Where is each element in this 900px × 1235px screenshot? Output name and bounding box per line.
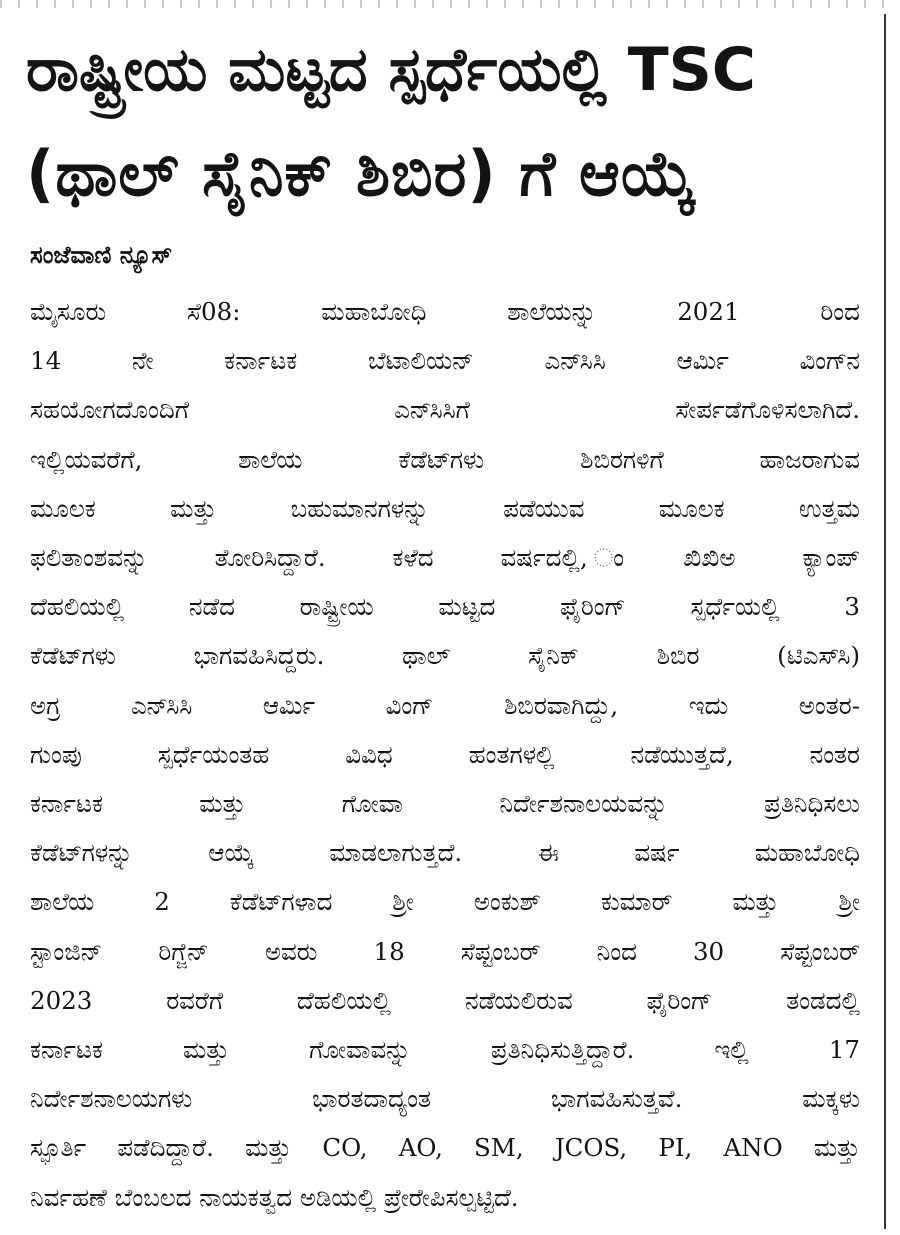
body-line: ದೆಹಲಿಯಲ್ಲಿ ನಡೆದ ರಾಷ್ಟ್ರೀಯ ಮಟ್ಟದ ಫೈರಿಂಗ್ ಸ್ಪರ್ಧೆಯಲ್ಲಿ 3: [30, 592, 860, 622]
body-line: ಸ್ಟಾಂಜಿನ್ ರಿಗ್ಜೆನ್ ಅವರು 18 ಸೆಪ್ಟಂಬರ್ ನಿಂದ 30 ಸೆಪ್ಟಂಬರ್: [30, 936, 860, 966]
headline-line-2: (ಥಾಲ್ ಸೈನಿಕ್ ಶಿಬಿರ) ಗೆ ಆಯ್ಕೆ: [26, 137, 697, 210]
body-line: ನಿರ್ವಹಣೆ ಬೆಂಬಲದ ನಾಯಕತ್ವದ ಅಡಿಯಲ್ಲಿ ಪ್ರೇರೇಪಿಸಲ್ಪಟ್ಟಿದೆ.: [30, 1182, 519, 1212]
body-line: ಗುಂಪು ಸ್ಪರ್ಧೆಯಂತಹ ವಿವಿಧ ಹಂತಗಳಲ್ಲಿ ನಡೆಯುತ್ತದೆ, ನಂತರ: [30, 739, 860, 769]
body-line: 14 ನೇ ಕರ್ನಾಟಕ ಬೆಟಾಲಿಯನ್ ಎನ್‍ಸಿಸಿ ಆರ್ಮಿ ವಿಂಗ್‍ನ: [30, 346, 860, 376]
body-line: ಅಗ್ರ ಎನ್‍ಸಿಸಿ ಆರ್ಮಿ ವಿಂಗ್ ಶಿಬಿರವಾಗಿದ್ದು, ಇದು ಅಂತರ-: [30, 690, 860, 720]
article-body: [30, 287, 860, 1222]
body-line: 2023 ರವರೆಗೆ ದೆಹಲಿಯಲ್ಲಿ ನಡೆಯಲಿರುವ ಫೈರಿಂಗ್ ತಂಡದಲ್ಲಿ: [30, 985, 860, 1015]
body-line: ಫಲಿತಾಂಶವನ್ನು ತೋರಿಸಿದ್ದಾರೆ. ಕಳೆದ ವರ್ಷದಲ್ಲಿ, ಂಖಿಖಿಅ ಕ್ಯಾಂಪ್: [30, 543, 860, 573]
body-line: ಇಲ್ಲಿಯವರೆಗೆ, ಶಾಲೆಯ ಕೆಡೆಟ್‍ಗಳು ಶಿಬಿರಗಳಿಗೆ ಹಾಜರಾಗುವ: [30, 444, 860, 474]
body-line: ನಿರ್ದೇಶನಾಲಯಗಳು ಭಾರತದಾದ್ಯಂತ ಭಾಗವಹಿಸುತ್ತವೆ. ಮಕ್ಕಳು: [30, 1084, 860, 1114]
body-line: ಸಹಯೋಗದೊಂದಿಗೆ ಎನ್‍ಸಿಸಿಗೆ ಸೇರ್ಪಡೆಗೊಳಿಸಲಾಗಿದೆ.: [30, 395, 860, 425]
body-line: ಕೆಡೆಟ್‍ಗಳನ್ನು ಆಯ್ಕೆ ಮಾಡಲಾಗುತ್ತದೆ. ಈ ವರ್ಷ ಮಹಾಬೋಧಿ: [30, 838, 860, 868]
body-line: ಸ್ಫೂರ್ತಿ ಪಡೆದಿದ್ದಾರೆ. ಮತ್ತು CO, AO, SM, JCOS, PI, ANO ಮತ್ತು: [30, 1133, 860, 1163]
body-line: ಕರ್ನಾಟಕ ಮತ್ತು ಗೋವಾವನ್ನು ಪ್ರತಿನಿಧಿಸುತ್ತಿದ್ದಾರೆ. ಇಲ್ಲಿ 17: [30, 1035, 860, 1065]
body-line: ಕರ್ನಾಟಕ ಮತ್ತು ಗೋವಾ ನಿರ್ದೇಶನಾಲಯವನ್ನು ಪ್ರತಿನಿಧಿಸಲು: [30, 789, 860, 819]
body-line: ಮೂಲಕ ಮತ್ತು ಬಹುಮಾನಗಳನ್ನು ಪಡೆಯುವ ಮೂಲಕ ಉತ್ತಮ: [30, 493, 860, 523]
body-line: ಶಾಲೆಯ 2 ಕೆಡೆಟ್‍ಗಳಾದ ಶ್ರೀ ಅಂಕುಶ್ ಕುಮಾರ್ ಮತ್ತು ಶ್ರೀ: [30, 887, 860, 917]
body-line: ಮೈಸೂರು ಸೆ08: ಮಹಾಬೋಧಿ ಶಾಲೆಯನ್ನು 2021 ರಿಂದ: [30, 297, 860, 326]
headline-line-1: ರಾಷ್ಟ್ರೀಯ ಮಟ್ಟದ ಸ್ಪರ್ಧೆಯಲ್ಲಿ TSC: [26, 35, 756, 105]
page-top-edge: [0, 0, 900, 8]
column-divider: [884, 14, 886, 1229]
byline: ಸಂಜೆವಾಣಿ ನ್ಯೂಸ್: [30, 241, 173, 269]
body-line: ಕೆಡೆಟ್‍ಗಳು ಭಾಗವಹಿಸಿದ್ದರು. ಥಾಲ್ ಸೈನಿಕ್ ಶಿಬಿರ (ಟಿಎಸ್‍ಸಿ): [30, 641, 860, 671]
headline: [26, 18, 874, 226]
